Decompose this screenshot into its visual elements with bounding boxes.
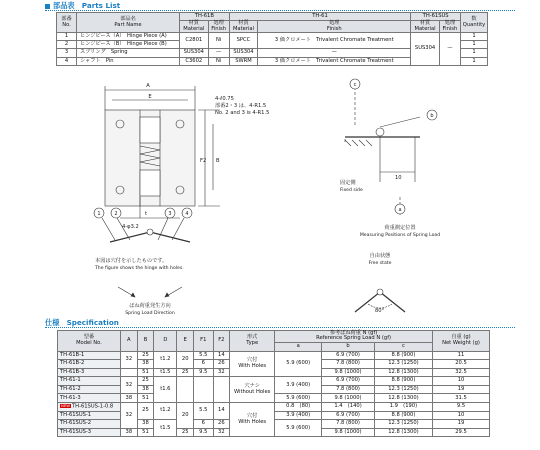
load-c-cell: 12.3 (1250) bbox=[374, 360, 432, 369]
type-cell: 穴付 With Holes bbox=[230, 403, 275, 437]
dim-d-cell: t1.2 bbox=[154, 403, 177, 420]
load-b-cell: 7.8 (800) bbox=[322, 360, 375, 369]
dim-f1-cell: 6 bbox=[194, 360, 214, 369]
part-material: SPCC bbox=[229, 33, 258, 49]
load-c-cell: 8.8 (900) bbox=[374, 377, 432, 386]
dim-a-cell: 32 bbox=[121, 351, 138, 368]
parts-heading-en: Parts List bbox=[81, 1, 121, 10]
hole-note-1: 4-ℓ0.75 bbox=[215, 96, 234, 102]
load-b-cell: 9.8 (1000) bbox=[322, 428, 375, 437]
model-no: TH-61SUS-1 bbox=[58, 411, 121, 420]
hinge-technical-drawing bbox=[0, 72, 540, 317]
part-finish: 3 価クロメート Trivalent Chromate Treatment bbox=[258, 33, 411, 49]
part-qty: 1 bbox=[461, 41, 488, 49]
heading-rule bbox=[45, 327, 515, 328]
dim-e-cell bbox=[177, 377, 194, 403]
dim-e-label: E bbox=[148, 94, 152, 100]
dim-b-cell: 25 bbox=[137, 377, 154, 386]
load-b-cell: 1.4 (140) bbox=[322, 403, 375, 412]
group-th61sus: TH-61SUS bbox=[411, 13, 461, 21]
parts-list-heading bbox=[45, 1, 120, 11]
dim-b-label: B bbox=[216, 158, 220, 164]
part-material: C3602 bbox=[180, 57, 209, 65]
col-name-header: 部品名 Part Name bbox=[77, 13, 180, 33]
weight-cell: 32.5 bbox=[433, 368, 490, 377]
part-material: SUS304 bbox=[180, 49, 209, 57]
dim-a-cell: 32 bbox=[121, 377, 138, 394]
spring-dir-jp: ばね荷重発生方向 bbox=[129, 303, 171, 309]
load-c-cell: 12.3 (1250) bbox=[374, 420, 432, 429]
type-cell: 穴ナシ Without Holes bbox=[230, 377, 275, 403]
part-finish: Ni bbox=[208, 57, 229, 65]
heading-marker-icon bbox=[45, 4, 50, 9]
dim-f2-cell: 26 bbox=[213, 420, 230, 429]
load-c-cell: 12.8 (1300) bbox=[374, 368, 432, 377]
load-b-cell: 9.8 (1000) bbox=[322, 394, 375, 403]
part-no: 4 bbox=[57, 57, 77, 65]
free-state-jp: 自由状態 bbox=[369, 253, 391, 259]
load-b-cell: 7.8 (800) bbox=[322, 385, 375, 394]
type-cell: 穴付 With Holes bbox=[230, 351, 275, 377]
weight-cell: 11 bbox=[433, 351, 490, 360]
figure-note-en: The figure shows the hinge with holes. bbox=[95, 266, 184, 271]
dim-f1-cell: 6 bbox=[194, 420, 214, 429]
col-a-header: A bbox=[121, 331, 138, 352]
spec-heading bbox=[45, 318, 119, 328]
weight-cell: 19 bbox=[433, 385, 490, 394]
part-finish: Ni bbox=[208, 33, 229, 49]
balloon-c: c bbox=[353, 82, 357, 88]
parts-heading-jp: 部品表 bbox=[53, 1, 75, 10]
measure-pos-jp: 荷重測定位置 bbox=[384, 225, 416, 231]
part-no: 2 bbox=[57, 41, 77, 49]
dim-f1-cell: 5.5 bbox=[194, 403, 214, 420]
group-th61: TH-61 bbox=[229, 13, 411, 21]
col-model-header: 型番 Model No. bbox=[58, 331, 121, 352]
part-name: ヒンジピース（A） Hinge Piece (A) bbox=[77, 33, 180, 41]
load-a-cell: 5.9 (600) bbox=[275, 351, 322, 377]
load-sub-a: a bbox=[275, 342, 322, 351]
dim-d-cell: t1.6 bbox=[154, 377, 177, 403]
load-b-cell: 6.9 (700) bbox=[322, 351, 375, 360]
spring-dir-en: Spring Load Direction bbox=[125, 311, 175, 316]
part-finish: — bbox=[208, 49, 229, 57]
load-arm bbox=[380, 117, 420, 127]
part-name: ヒンジピース（B） Hinge Piece (B) bbox=[77, 41, 180, 49]
dim-f1-cell bbox=[194, 377, 214, 403]
dim-f2-cell: 32 bbox=[213, 428, 230, 437]
weight-cell: 10 bbox=[433, 377, 490, 386]
spec-heading-jp: 仕様 bbox=[45, 318, 60, 327]
hole-note-3: No. 2 and 3 is 4-R1.5 bbox=[215, 110, 270, 116]
load-a-cell: 5.9 (600) bbox=[275, 420, 322, 437]
dim-f1-cell: 9.5 bbox=[194, 368, 214, 377]
load-a-cell: 3.9 (400) bbox=[275, 411, 322, 420]
free-angle-label: 80° bbox=[375, 308, 385, 314]
model-no: TH-61SUS-3 bbox=[58, 428, 121, 437]
load-sub-c: c bbox=[374, 342, 432, 351]
model-no: TH-61B-3 bbox=[58, 368, 121, 377]
dim-b-cell: 38 bbox=[137, 420, 154, 429]
model-no: TH-61-2 bbox=[58, 385, 121, 394]
part-finish: — bbox=[439, 33, 460, 66]
fixed-side-en: Fixed side bbox=[340, 188, 363, 193]
part-no: 3 bbox=[57, 49, 77, 57]
dim-e-cell: 20 bbox=[177, 403, 194, 429]
dim-f1-cell: 5.5 bbox=[194, 351, 214, 360]
load-b-cell: 7.8 (800) bbox=[322, 420, 375, 429]
load-b-cell: 6.9 (700) bbox=[322, 377, 375, 386]
load-a-cell: 0.8 (80) bbox=[275, 403, 322, 412]
load-c-cell: 8.8 (900) bbox=[374, 351, 432, 360]
model-no: TH-61B-1 bbox=[58, 351, 121, 360]
dim-b-cell: 51 bbox=[137, 368, 154, 377]
sub-finish: 処理 Finish bbox=[439, 21, 460, 33]
part-material: SWRM bbox=[229, 57, 258, 65]
model-no: NEW TH-61SUS-1-0.8 bbox=[58, 403, 121, 412]
dim-e-cell: 25 bbox=[177, 428, 194, 437]
knuckle-top bbox=[140, 117, 160, 143]
hinge-pin-icon bbox=[376, 128, 384, 136]
col-b-header: B bbox=[137, 331, 154, 352]
balloon-2: 2 bbox=[114, 211, 118, 217]
dim-f2-cell: 32 bbox=[213, 368, 230, 377]
load-c-cell: 8.8 (900) bbox=[374, 411, 432, 420]
dim-b-cell: 51 bbox=[137, 428, 154, 437]
dim-d-cell: t1.5 bbox=[154, 368, 177, 377]
col-e-header: E bbox=[177, 331, 194, 352]
col-no-header: 部番 No. bbox=[57, 13, 77, 33]
weight-cell: 19 bbox=[433, 420, 490, 429]
balloon-b: b bbox=[430, 113, 434, 119]
dim-f2-cell: 26 bbox=[213, 360, 230, 369]
dim-b-cell: 38 bbox=[137, 360, 154, 369]
part-material: C2801 bbox=[180, 33, 209, 49]
dim-b-cell: 25 bbox=[137, 351, 154, 360]
dim-a-cell: 38 bbox=[121, 394, 138, 403]
table-row bbox=[58, 351, 490, 360]
dim-f2-cell: 14 bbox=[213, 351, 230, 360]
spec-table bbox=[57, 330, 490, 437]
balloon-3: 3 bbox=[168, 211, 172, 217]
weight-cell: 31.5 bbox=[433, 394, 490, 403]
weight-cell: 29.5 bbox=[433, 428, 490, 437]
dim-e-cell: 20 bbox=[177, 351, 194, 368]
dim-f2-cell bbox=[213, 377, 230, 403]
table-row bbox=[57, 33, 488, 41]
load-b-cell: 6.9 (700) bbox=[322, 411, 375, 420]
dim-e-cell: 25 bbox=[177, 368, 194, 377]
part-material: SUS304 bbox=[229, 49, 258, 57]
load-a-cell: 5.9 (600) bbox=[275, 394, 322, 403]
model-no: TH-61B-2 bbox=[58, 360, 121, 369]
col-type-header: 形式 Type bbox=[230, 331, 275, 352]
table-row bbox=[58, 403, 490, 412]
part-name: シャフト Pin bbox=[77, 57, 180, 65]
sub-material: 材質 Material bbox=[180, 21, 209, 33]
sub-finish: 処理 Finish bbox=[258, 21, 411, 33]
parts-list-table bbox=[56, 12, 488, 66]
sub-material: 材質 Material bbox=[411, 21, 440, 33]
load-b-cell: 9.8 (1000) bbox=[322, 368, 375, 377]
new-badge: NEW bbox=[61, 402, 70, 408]
model-no: TH-61-3 bbox=[58, 394, 121, 403]
table-row bbox=[58, 377, 490, 386]
col-f1-header: F1 bbox=[194, 331, 214, 352]
load-sub-b: b bbox=[322, 342, 375, 351]
col-qty-header: 数 Quantity bbox=[461, 13, 488, 33]
part-qty: 1 bbox=[461, 33, 488, 41]
group-th61b: TH-61B bbox=[180, 13, 230, 21]
dim-b-cell: 51 bbox=[137, 394, 154, 403]
dim-f1-cell: 9.5 bbox=[194, 428, 214, 437]
dim-10-label: 10 bbox=[395, 175, 402, 181]
knuckle-bottom bbox=[140, 170, 160, 196]
col-f2-header: F2 bbox=[213, 331, 230, 352]
dim-a-cell: 38 bbox=[121, 428, 138, 437]
spring-direction-arrows bbox=[118, 287, 182, 297]
balloon-4: 4 bbox=[185, 211, 189, 217]
part-finish: 3 価クロメート Trivalent Chromate Treatment bbox=[258, 57, 411, 65]
spec-heading-en: Specification bbox=[66, 318, 119, 327]
part-material: SUS304 bbox=[411, 33, 440, 66]
balloon-a: a bbox=[398, 207, 402, 213]
fixed-side-jp: 固定側 bbox=[340, 180, 356, 186]
dim-t-label: t bbox=[145, 211, 148, 217]
col-load-header: 参考ばね荷重 N (gf) Reference Spring Load N (gf) bbox=[275, 331, 433, 343]
load-c-cell: 12.3 (1250) bbox=[374, 385, 432, 394]
figure-note-jp: 本図は穴付を示したものです。 bbox=[95, 258, 168, 264]
dim-a-label: A bbox=[146, 83, 150, 89]
dim-f2-cell: 14 bbox=[213, 403, 230, 420]
model-no: TH-61-1 bbox=[58, 377, 121, 386]
heading-rule bbox=[45, 10, 515, 11]
weight-cell: 10 bbox=[433, 411, 490, 420]
sub-material: 材質 Material bbox=[229, 21, 258, 33]
load-c-cell: 1.9 (190) bbox=[374, 403, 432, 412]
load-a-cell: 3.9 (400) bbox=[275, 377, 322, 394]
weight-cell: 9.5 bbox=[433, 403, 490, 412]
hole-note-2: 部番2・3 は、4-R1.5 bbox=[215, 103, 267, 109]
weight-cell: 20.5 bbox=[433, 360, 490, 369]
measure-pos-en: Measuring Positions of Spring Load bbox=[359, 233, 441, 238]
dim-d-cell: t1.5 bbox=[154, 420, 177, 437]
sub-finish: 処理 Finish bbox=[208, 21, 229, 33]
dim-f2-label: F2 bbox=[200, 158, 207, 164]
load-c-cell: 12.8 (1300) bbox=[374, 428, 432, 437]
hole-spec: 4-φ3.2 bbox=[122, 224, 139, 230]
model-no: TH-61SUS-2 bbox=[58, 420, 121, 429]
part-finish: — bbox=[258, 49, 411, 57]
dim-d-cell: t1.2 bbox=[154, 351, 177, 368]
load-c-cell: 12.8 (1300) bbox=[374, 394, 432, 403]
dim-a-cell bbox=[121, 368, 138, 377]
col-weight-header: 自重 (g) Net Weight (g) bbox=[433, 331, 490, 352]
col-d-header: D bbox=[154, 331, 177, 352]
free-state-en: Free state bbox=[368, 261, 392, 266]
dim-a-cell: 32 bbox=[121, 403, 138, 429]
dim-b-cell: 38 bbox=[137, 385, 154, 394]
part-name: スプリング Spring bbox=[77, 49, 180, 57]
part-qty: 1 bbox=[461, 49, 488, 57]
part-qty: 1 bbox=[461, 57, 488, 65]
dim-b-cell: 25 bbox=[137, 403, 154, 420]
part-no: 1 bbox=[57, 33, 77, 41]
balloon-1: 1 bbox=[97, 211, 101, 217]
